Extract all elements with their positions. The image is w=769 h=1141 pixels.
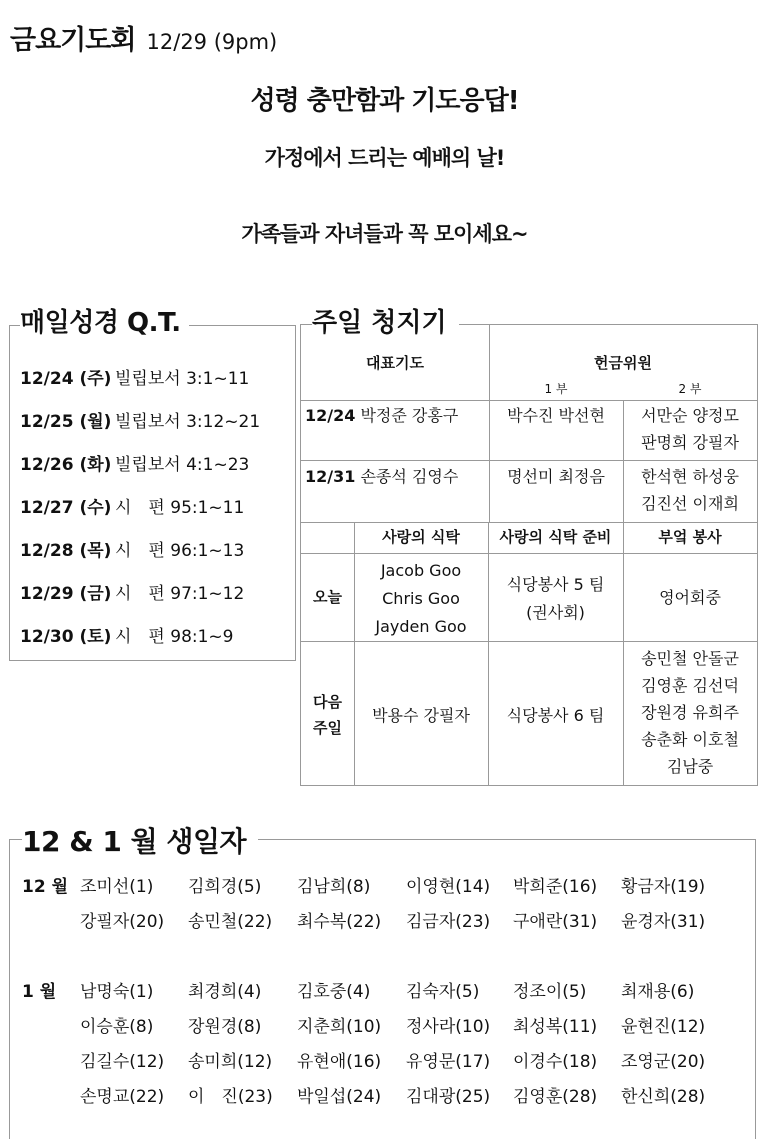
next-sunday-label — [301, 689, 354, 741]
birthday-entry: 이 진(23) — [188, 1087, 273, 1107]
birthday-entry: 한신희(28) — [621, 1087, 706, 1107]
birthday-entry: 유현애(16) — [297, 1052, 382, 1072]
birthday-entry: 윤현진(12) — [621, 1017, 706, 1037]
name: Chris Goo — [382, 589, 460, 608]
next-love-table: 박용수 강필자 — [372, 706, 470, 725]
label-line: 주일 — [313, 719, 342, 737]
qt-date: 12/25 (월) — [20, 412, 112, 432]
today-prep — [488, 571, 623, 627]
part1-header: 1 부 — [544, 382, 568, 396]
meeting-time: 12/29 (9pm) — [146, 30, 278, 54]
part1-names: 박수진 박선현 — [507, 406, 605, 425]
qt-title: 매일성경 Q.T. — [20, 302, 189, 339]
birthday-entry: 조미선(1) — [80, 877, 154, 897]
today-label: 오늘 — [313, 588, 342, 606]
birthday-entry: 송미희(12) — [188, 1052, 273, 1072]
col-offering-header: 헌금위원 — [594, 354, 652, 372]
name: 김영훈 김선덕 — [641, 676, 739, 695]
qt-row — [20, 450, 249, 475]
birthday-entry: 최경희(4) — [188, 982, 262, 1002]
birthday-entry: 최재용(6) — [621, 982, 695, 1002]
birthday-entry: 조영군(20) — [621, 1052, 706, 1072]
qt-passage: 시 편 98:1~9 — [115, 627, 234, 647]
divider — [301, 522, 757, 523]
birthday-entry: 김영훈(28) — [513, 1087, 598, 1107]
birthday-box — [9, 839, 756, 1139]
divider — [301, 460, 757, 461]
birthday-entry: 김대광(25) — [406, 1087, 491, 1107]
row-date: 12/31 — [305, 467, 356, 486]
qt-row — [20, 493, 244, 518]
birthday-entry: 김호중(4) — [297, 982, 371, 1002]
part2-names: 한석현 하성웅 — [641, 467, 739, 486]
qt-passage: 빌립보서 3:1~11 — [115, 369, 250, 389]
january-label: 1 월 — [22, 982, 57, 1002]
part2-names: 서만순 양정모 — [641, 406, 739, 425]
prayer-cell — [305, 403, 489, 428]
col-love-table-header: 사랑의 식탁 — [382, 528, 460, 546]
birthday-entry: 송민철(22) — [188, 912, 273, 932]
name: 장원경 유희주 — [641, 703, 739, 722]
birthday-entry: 이경수(18) — [513, 1052, 598, 1072]
birthday-entry: 박희준(16) — [513, 877, 598, 897]
birthday-entry: 최수복(22) — [297, 912, 382, 932]
row-date: 12/24 — [305, 406, 356, 425]
divider — [301, 641, 757, 642]
next-prep: 식당봉사 6 팀 — [506, 706, 605, 725]
qt-passage: 시 편 97:1~12 — [115, 584, 245, 604]
birthday-entry: 구애란(31) — [513, 912, 598, 932]
prayer-names: 손종석 김영수 — [360, 467, 459, 486]
name: Jayden Goo — [375, 617, 467, 636]
birthday-entry: 이영현(14) — [406, 877, 491, 897]
col-kitchen-header: 부엌 봉사 — [658, 528, 722, 546]
col-love-table-prep-header: 사랑의 식탁 준비 — [499, 528, 612, 546]
birthday-entry: 남명숙(1) — [80, 982, 154, 1002]
name: 송민철 안돌군 — [641, 649, 739, 668]
part2-names: 판명희 강필자 — [641, 433, 739, 452]
qt-date: 12/29 (금) — [20, 584, 112, 604]
birthday-entry: 김숙자(5) — [406, 982, 480, 1002]
divider — [488, 522, 489, 785]
name: 김남중 — [666, 757, 714, 776]
birthday-entry: 유영문(17) — [406, 1052, 491, 1072]
stewards-table — [300, 324, 758, 786]
birthday-entry: 황금자(19) — [621, 877, 706, 897]
birthday-entry: 지춘희(10) — [297, 1017, 382, 1037]
name: 송춘화 이호철 — [641, 730, 739, 749]
next-kitchen — [623, 645, 757, 780]
qt-date: 12/28 (목) — [20, 541, 112, 561]
qt-passage: 시 편 96:1~13 — [115, 541, 245, 561]
birthday-entry: 최성복(11) — [513, 1017, 598, 1037]
qt-passage: 시 편 95:1~11 — [115, 498, 245, 518]
december-label: 12 월 — [22, 877, 68, 897]
today-love-table — [354, 557, 488, 641]
qt-passage: 빌립보서 3:12~21 — [115, 412, 261, 432]
team: 식당봉사 5 팀 — [506, 575, 605, 594]
today-kitchen: 영어회중 — [659, 588, 721, 607]
birthday-entry: 강필자(20) — [80, 912, 165, 932]
prayer-names: 박정준 강홍구 — [360, 406, 459, 425]
qt-row — [20, 622, 233, 647]
birthday-entry: 이승훈(8) — [80, 1017, 154, 1037]
qt-row — [20, 536, 244, 561]
birthday-entry: 김길수(12) — [80, 1052, 165, 1072]
qt-date: 12/30 (토) — [20, 627, 112, 647]
qt-date: 12/24 (주) — [20, 369, 112, 389]
col-prayer-header: 대표기도 — [366, 354, 424, 372]
birthday-entry: 정사라(10) — [406, 1017, 491, 1037]
birthday-entry: 김희경(5) — [188, 877, 262, 897]
qt-row — [20, 579, 244, 604]
birthday-title: 12 & 1 월 생일자 — [22, 820, 258, 860]
invitation-text: 가족들과 자녀들과 꼭 모이세요~ — [241, 222, 528, 246]
part2-header: 2 부 — [678, 382, 702, 396]
part1-names: 명선미 최정음 — [507, 467, 605, 486]
birthday-entry: 장원경(8) — [188, 1017, 262, 1037]
birthday-entry: 김남희(8) — [297, 877, 371, 897]
birthday-entry: 정조이(5) — [513, 982, 587, 1002]
prayer-cell — [305, 464, 489, 489]
birthday-entry: 박일섭(24) — [297, 1087, 382, 1107]
headline: 성령 충만함과 기도응답! — [250, 86, 519, 116]
label-line: 다음 — [313, 693, 342, 711]
qt-row — [20, 364, 249, 389]
subheadline: 가정에서 드리는 예배의 날! — [264, 146, 505, 170]
page-title: 금요기도회 — [10, 25, 136, 56]
qt-date: 12/26 (화) — [20, 455, 112, 475]
qt-row — [20, 407, 260, 432]
birthday-entry: 김금자(23) — [406, 912, 491, 932]
qt-passage: 빌립보서 4:1~23 — [115, 455, 250, 475]
birthday-entry: 손명교(22) — [80, 1087, 165, 1107]
part2-names: 김진선 이재희 — [641, 494, 739, 513]
header — [10, 18, 277, 57]
divider — [301, 553, 757, 554]
team-note: (권사회) — [526, 603, 585, 622]
qt-date: 12/27 (수) — [20, 498, 112, 518]
stewards-title: 주일 청지기 — [312, 302, 459, 339]
birthday-entry: 윤경자(31) — [621, 912, 706, 932]
name: Jacob Goo — [380, 561, 462, 580]
